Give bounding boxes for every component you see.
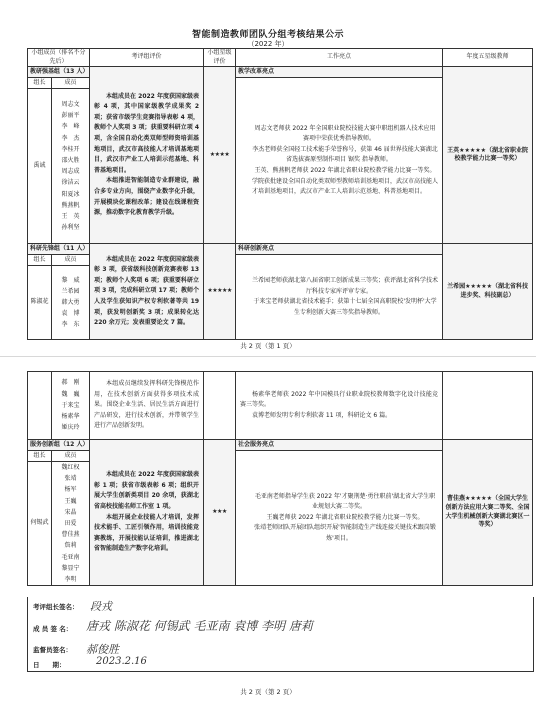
group-highlights: 毛亚南老师指导学生获 2022 年'才聚荆楚·勇往职前'湖北省大学生职业规划大赛二等奖。 王巍老师获 2022 年湖北省职业院校教学能力比赛一等奖。 张靖老师团队开展团队组织开展'智能制造生产线连接关键技术跟岗锻炼'项目。 [236, 451, 443, 586]
leader-header: 组长 [28, 255, 52, 266]
signature-box [27, 597, 534, 672]
group-name: 教研强基组（13 人） [28, 67, 90, 78]
document-year: （2022 年） [247, 40, 289, 48]
members-header: 成员 [52, 451, 90, 462]
group-rating-stars: ★★★★ [204, 67, 236, 244]
section-label: 社会服务亮点 [236, 440, 443, 451]
group-evaluation-continued: 本组成员继续发挥科研先锋模范作用，在技术创新方面获得多项技术成果。围绕企业生活、居民生活方面进行产品研发，进行技术创新，并带领学生进行产品创新发明。 [90, 372, 204, 440]
page-footer: 共 2 页（第 1 页） [240, 342, 296, 350]
supervisor-signature: 郝俊胜 [86, 643, 119, 656]
section-label: 科研创新亮点 [236, 244, 443, 255]
group-evaluation: 本组成员在 2022 年度获国家级表彰 1 项；获省市级表彰 6 项；组织开展大学生创新类项目 20 余项，获湖北省高校技能名师工作室 1 项。 本组开展企业技能人才培训，发挥技术能手、工匠引领作用，培训技能竞赛教练，开展技能认证培训，推进湖北省智能制造生产数字化培训。 [90, 440, 204, 586]
results-table-page-1 [27, 48, 533, 340]
five-star-teacher: 王英★★★★★（湖北省职业院校教学能力比赛一等奖） [443, 67, 533, 244]
header-rating: 小组星级评价 [204, 49, 236, 67]
leader-header: 组长 [28, 451, 52, 462]
document-title: 智能制造教师团队分组考核结果公示 [191, 30, 344, 40]
five-star-teacher: 曹佳燕★★★★★（全国大学生创新方法应用大赛二等奖、全国大学生机械创新大赛湖北赛区一等奖） [443, 440, 533, 586]
group-rating-stars: ★★★ [204, 440, 236, 586]
header-teacher: 年度五星级教师 [443, 49, 533, 67]
leader-signature-label: 考评组长签名： [33, 603, 79, 611]
members-header: 成员 [52, 78, 90, 89]
header-highlights: 工作亮点 [236, 49, 443, 67]
header-group: 小组成员（排名不分先后） [28, 49, 90, 67]
section-label: 教学改革亮点 [236, 67, 443, 78]
members-header: 成员 [52, 255, 90, 266]
results-table-page-2 [27, 371, 533, 586]
group-members-continued: 郝 刚 魏 巍 于来宝 杨素华 姬庆玲 [52, 372, 90, 440]
group-highlights-continued: 杨素华老师获 2022 年中国模具行业职业院校教师数字化设计技能竞赛三等奖。 袁博老师发明专利专利软著 11 项，科研论文 6 篇。 [236, 372, 443, 440]
signature-date: 2023.2.16 [96, 656, 147, 667]
date-label: 日 期： [33, 661, 66, 669]
five-star-teacher: 兰希园★★★★★（湖北省科技进步奖、科技副总） [443, 244, 533, 340]
members-signatures: 唐戎 陈淑花 何锡武 毛亚南 袁博 李明 唐莉 [86, 619, 313, 633]
group-members: 周志文 彭丽平 李 峰 李 杰 李桂开 邵火胜 周志成 徐洁云 阳夏冰 熊燕帆 王 英 孙利坚 [52, 89, 90, 244]
group-evaluation: 本组成员在 2022 年度获国家级表彰 3 项，获省级科技创新竞赛表彰 13 项；教师个人奖项 6 项；获重要科研立项 3 项，完成科研立项 17 项；教师个人及学生获知识产权专利软著等共 19 项，获发明创新奖 3 项；成果转化达 220 余万元；发表重要论文 7 篇。 [90, 244, 204, 340]
group-leader: 何锡武 [28, 462, 52, 586]
group-highlights: 兰希园老师获湖北第八届省职工创新成果三等奖；获评湖北省科学技术厅科技专家库评审专家。 于来宝老师获湖北省技术能手；获第十七届全国高职院校'发明杯'大学生专利创新大赛三等奖指导教师。 [236, 255, 443, 340]
page-2 [0, 356, 536, 715]
header-evaluation: 考评组评价 [90, 49, 204, 67]
leader-signature: 段戎 [90, 600, 112, 613]
group-name: 服务创新组（12 人） [28, 440, 90, 451]
supervisor-signature-label: 监督员签名： [33, 646, 72, 654]
group-leader: 陈淑花 [28, 266, 52, 340]
page-footer: 共 2 页（第 2 页） [240, 688, 296, 696]
page-1 [0, 0, 536, 352]
group-evaluation: 本组成员在 2022 年度获国家级表彰 4 项，其中国家级教学成果奖 2 项；获省市级学生竞赛指导表彰 4 项，教师个人奖项 3 项；获重要科研立项 4 项，含全国自动化类双师型师资培训基地项目，武汉市高技能人才培训基地项目，武汉市产业工人培训示范基地、科普基地项目。 本组推进智能制造专业群建设，融合多专业方向，围绕产业数字化升级，开展模块化课程改革；建设在线课程资源，推动数字化教育教学升级。 [90, 67, 204, 244]
group-highlights: 周志文老师获 2022 年全国职业院校技能大赛中职组机器人技术应用赛项中荣获优秀指导教师。 李杰老师获全国轻工技术能手荣誉称号，获第 46 届世界技能大赛湖北省选拔赛原型制作项目 锯奖 指导教师。 王英、熊燕帆老师获 2022 年湖北省职业院校教学能力比赛一等奖。 学院获批建设全国自动化类双师型教师培训基地项目，武汉市高技能人才培训基地项目，武汉市产业工人培训示范基地、科普基地项目。 [236, 78, 443, 244]
group-name: 科研先锋组（11 人） [28, 244, 90, 255]
group-leader: 禹诚 [28, 89, 52, 244]
group-members: 黎 威 兰希园 韩大勇 袁 博 李 东 [52, 266, 90, 340]
group-rating-stars: ★★★★★ [204, 244, 236, 340]
leader-header: 组长 [28, 78, 52, 89]
group-members: 魏红权 张靖 杨军 王巍 宋晶 田爱 曹佳燕 詹莉 毛亚南 黎显宁 李明 [52, 462, 90, 586]
members-signature-label: 成 员 签 名： [33, 625, 73, 633]
